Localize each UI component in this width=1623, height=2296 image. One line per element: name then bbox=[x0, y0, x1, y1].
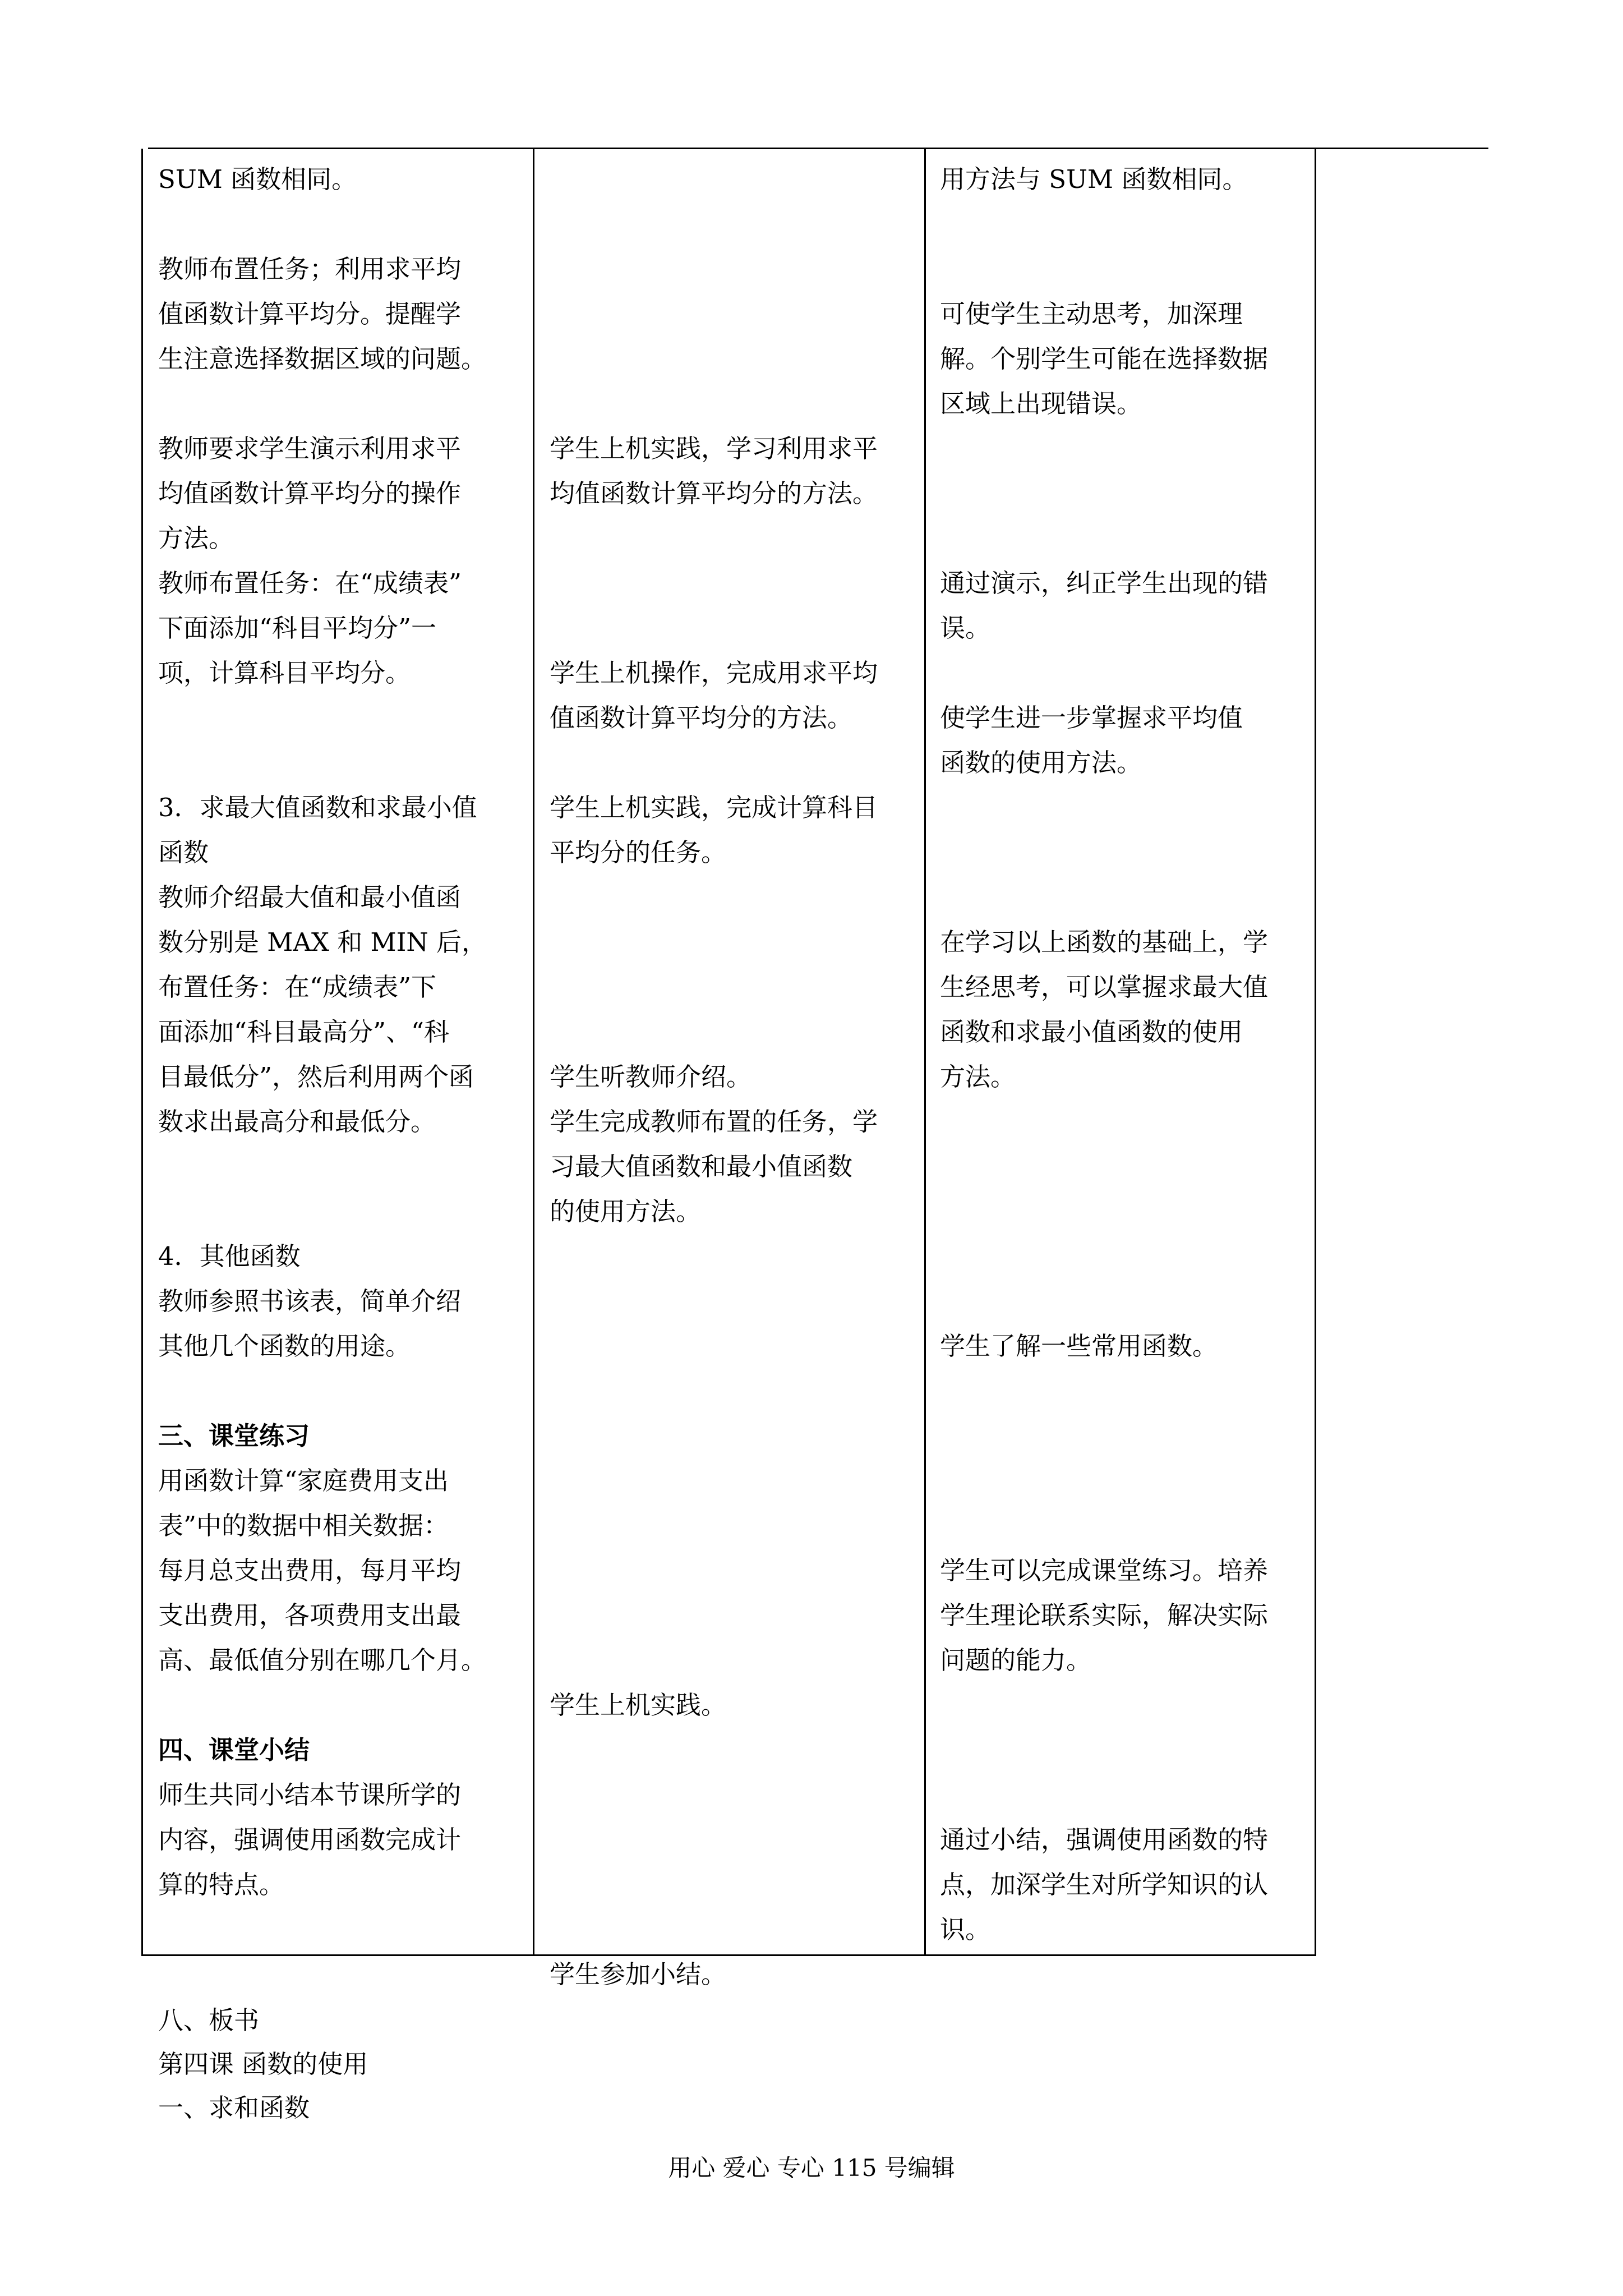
cell-line bbox=[550, 606, 913, 651]
cell-line: 的使用方法。 bbox=[550, 1197, 702, 1226]
cell-line: 学生了解一些常用函数。 bbox=[940, 1331, 1218, 1361]
cell-line: 高、最低值分别在哪几个月。 bbox=[158, 1645, 487, 1675]
cell-line bbox=[940, 1503, 1304, 1548]
cell-line: 区域上出现错误。 bbox=[940, 389, 1142, 418]
cell-line bbox=[550, 1638, 913, 1683]
cell-line bbox=[550, 1728, 913, 1773]
cell-line: 误。 bbox=[940, 613, 991, 643]
column-divider-2 bbox=[924, 149, 926, 1956]
cell-line bbox=[550, 920, 913, 965]
board-lesson-title: 第四课 函数的使用 bbox=[158, 2049, 368, 2079]
cell-line: 解。个别学生可能在选择数据 bbox=[940, 344, 1269, 374]
cell-line bbox=[550, 1279, 913, 1324]
cell-line bbox=[940, 516, 1304, 561]
cell-line bbox=[550, 1503, 913, 1548]
cell-line bbox=[158, 1683, 522, 1728]
board-section-title: 一、求和函数 bbox=[158, 2093, 310, 2123]
cell-line: 点，加深学生对所学知识的认 bbox=[940, 1870, 1269, 1899]
cell-line bbox=[158, 1144, 522, 1189]
cell-line: 面添加“科目最高分”、“科 bbox=[158, 1017, 450, 1047]
cell-line bbox=[550, 1773, 913, 1818]
column-divider-1 bbox=[533, 149, 534, 1956]
cell-line: 三、课堂练习 bbox=[158, 1421, 310, 1451]
cell-line: 用函数计算“家庭费用支出 bbox=[158, 1466, 449, 1496]
cell-line: 学生参加小结。 bbox=[550, 1959, 727, 1989]
design-intent-column bbox=[940, 157, 1304, 1952]
cell-line: 均值函数计算平均分的操作 bbox=[158, 478, 462, 508]
cell-line bbox=[940, 1189, 1304, 1234]
cell-line bbox=[550, 1862, 913, 1907]
cell-line bbox=[550, 337, 913, 381]
cell-line bbox=[940, 1683, 1304, 1728]
cell-line bbox=[940, 471, 1304, 516]
cell-line: 值函数计算平均分的方法。 bbox=[550, 703, 853, 733]
cell-line bbox=[550, 381, 913, 426]
cell-line: 下面添加“科目平均分”一 bbox=[158, 613, 437, 643]
cell-line: SUM 函数相同。 bbox=[158, 164, 357, 194]
cell-line: 表”中的数据中相关数据： bbox=[158, 1511, 449, 1540]
cell-line: 学生上机实践，学习利用求平 bbox=[550, 434, 878, 463]
cell-line: 教师要求学生演示利用求平 bbox=[158, 434, 462, 463]
cell-line: 内容，强调使用函数完成计 bbox=[158, 1825, 462, 1855]
cell-line bbox=[940, 1369, 1304, 1414]
cell-line bbox=[550, 875, 913, 920]
cell-line bbox=[550, 516, 913, 561]
cell-line: 学生上机实践，完成计算科目 bbox=[550, 793, 878, 822]
cell-line bbox=[940, 875, 1304, 920]
cell-line bbox=[940, 785, 1304, 830]
cell-line: 使学生进一步掌握求平均值 bbox=[940, 703, 1243, 733]
cell-line bbox=[158, 740, 522, 785]
cell-line: 教师布置任务；利用求平均 bbox=[158, 254, 462, 284]
cell-line bbox=[550, 1234, 913, 1279]
cell-line bbox=[158, 1369, 522, 1414]
cell-line: 函数和求最小值函数的使用 bbox=[940, 1017, 1243, 1047]
cell-line bbox=[550, 1414, 913, 1458]
cell-line: 数求出最高分和最低分。 bbox=[158, 1107, 436, 1137]
cell-line: 通过演示，纠正学生出现的错 bbox=[940, 568, 1269, 598]
cell-line: 可使学生主动思考，加深理 bbox=[940, 299, 1243, 329]
cell-line: 3．求最大值函数和求最小值 bbox=[158, 793, 477, 822]
board-heading: 八、板书 bbox=[158, 2005, 260, 2035]
cell-line bbox=[940, 426, 1304, 471]
cell-line: 在学习以上函数的基础上，学 bbox=[940, 927, 1269, 957]
cell-line bbox=[940, 1279, 1304, 1324]
cell-line bbox=[940, 651, 1304, 696]
cell-line bbox=[158, 1189, 522, 1234]
cell-line bbox=[550, 1458, 913, 1503]
cell-line bbox=[940, 247, 1304, 292]
cell-line: 均值函数计算平均分的方法。 bbox=[550, 478, 878, 508]
cell-line: 教师介绍最大值和最小值函 bbox=[158, 882, 462, 912]
cell-line bbox=[940, 1728, 1304, 1773]
cell-line: 其他几个函数的用途。 bbox=[158, 1331, 411, 1361]
cell-line: 用方法与 SUM 函数相同。 bbox=[940, 164, 1248, 194]
cell-line: 4．其他函数 bbox=[158, 1241, 301, 1271]
cell-line: 布置任务：在“成绩表”下 bbox=[158, 972, 437, 1002]
cell-line bbox=[550, 1010, 913, 1055]
cell-line: 生注意选择数据区域的问题。 bbox=[158, 344, 487, 374]
cell-line: 学生上机实践。 bbox=[550, 1690, 727, 1720]
cell-line: 支出费用，各项费用支出最 bbox=[158, 1600, 462, 1630]
cell-line: 学生可以完成课堂练习。培养 bbox=[940, 1556, 1269, 1585]
cell-line: 通过小结，强调使用函数的特 bbox=[940, 1825, 1269, 1855]
cell-line bbox=[940, 1099, 1304, 1144]
cell-line: 习最大值函数和最小值函数 bbox=[550, 1152, 853, 1181]
cell-line: 师生共同小结本节课所学的 bbox=[158, 1780, 462, 1810]
cell-line: 值函数计算平均分。提醒学 bbox=[158, 299, 462, 329]
cell-line bbox=[940, 830, 1304, 875]
cell-line: 教师布置任务：在“成绩表” bbox=[158, 568, 462, 598]
cell-line: 教师参照书该表，简单介绍 bbox=[158, 1286, 462, 1316]
cell-line bbox=[940, 1458, 1304, 1503]
cell-line: 平均分的任务。 bbox=[550, 838, 727, 867]
cell-line bbox=[158, 381, 522, 426]
cell-line: 函数 bbox=[158, 838, 209, 867]
page-footer: 用心 爱心 专心 115 号编辑 bbox=[668, 2154, 955, 2182]
cell-line: 生经思考，可以掌握求最大值 bbox=[940, 972, 1269, 1002]
cell-line bbox=[550, 292, 913, 337]
cell-line: 学生听教师介绍。 bbox=[550, 1062, 752, 1092]
cell-line bbox=[550, 1369, 913, 1414]
cell-line bbox=[550, 1818, 913, 1862]
cell-line: 学生完成教师布置的任务，学 bbox=[550, 1107, 878, 1137]
cell-line bbox=[940, 1144, 1304, 1189]
cell-line bbox=[550, 561, 913, 606]
cell-line bbox=[550, 1548, 913, 1593]
cell-line bbox=[550, 1907, 913, 1952]
cell-line: 函数的使用方法。 bbox=[940, 748, 1142, 777]
cell-line: 学生理论联系实际，解决实际 bbox=[940, 1600, 1269, 1630]
cell-line bbox=[550, 1324, 913, 1369]
cell-line: 学生上机操作，完成用求平均 bbox=[550, 658, 878, 688]
cell-line bbox=[940, 202, 1304, 247]
cell-line bbox=[158, 696, 522, 740]
cell-line bbox=[940, 1773, 1304, 1818]
cell-line bbox=[550, 965, 913, 1010]
cell-line: 问题的能力。 bbox=[940, 1645, 1092, 1675]
cell-line bbox=[158, 202, 522, 247]
cell-line: 方法。 bbox=[940, 1062, 1016, 1092]
cell-line bbox=[550, 740, 913, 785]
cell-line: 数分别是 MAX 和 MIN 后， bbox=[158, 927, 487, 957]
cell-line: 每月总支出费用，每月平均 bbox=[158, 1556, 462, 1585]
cell-line bbox=[940, 1234, 1304, 1279]
cell-line: 四、课堂小结 bbox=[158, 1735, 310, 1765]
cell-line bbox=[550, 1593, 913, 1638]
cell-line bbox=[940, 1414, 1304, 1458]
cell-line: 方法。 bbox=[158, 523, 234, 553]
cell-line: 算的特点。 bbox=[158, 1870, 285, 1899]
student-activity-column bbox=[550, 292, 913, 1997]
cell-line: 识。 bbox=[940, 1915, 991, 1944]
cell-line: 项，计算科目平均分。 bbox=[158, 658, 411, 688]
cell-line: 目最低分”，然后利用两个函 bbox=[158, 1062, 474, 1092]
teacher-activity-column bbox=[158, 157, 522, 1907]
